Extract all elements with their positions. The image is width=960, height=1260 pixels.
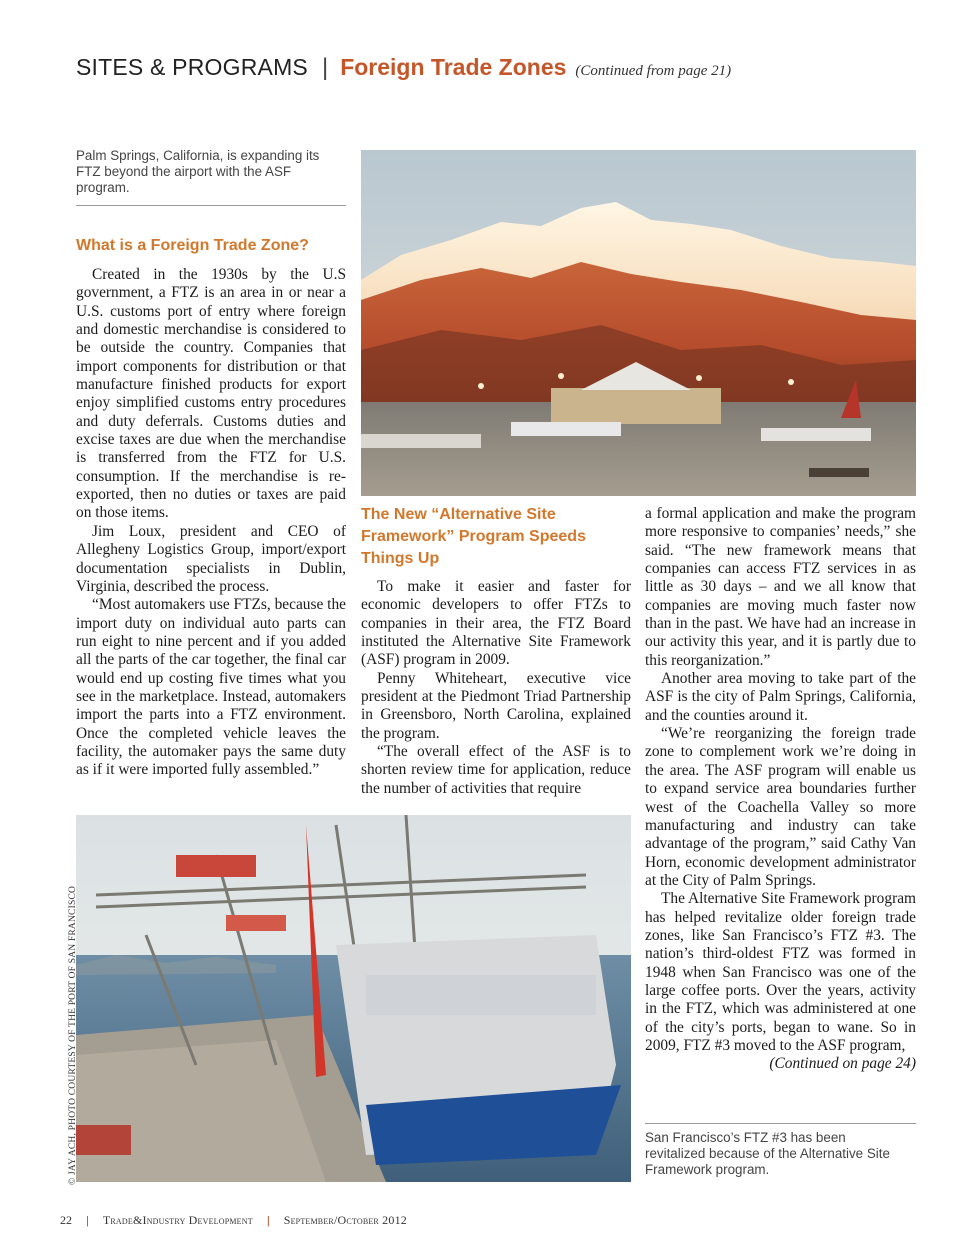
sidebar-paragraph: Jim Loux, president and CEO of Allegheny Logistics Group, import/export documentation specialists in Dublin, Virginia, described the process. <box>76 522 346 595</box>
san-francisco-port-photo <box>76 815 631 1182</box>
page-number: 22 <box>60 1213 72 1227</box>
page-header <box>76 54 731 88</box>
article-paragraph: Another area moving to take part of the ASF is the city of Palm Springs, California, and the counties around it. <box>645 670 916 724</box>
section-label: SITES & PROGRAMS <box>76 54 308 80</box>
sidebar-heading: What is a Foreign Trade Zone? <box>76 237 309 254</box>
san-francisco-caption: San Francisco’s FTZ #3 has been revitalized because of the Alternative Site Framework program. <box>645 1130 890 1177</box>
article-column-2 <box>361 578 631 798</box>
photo-credit <box>56 885 78 1185</box>
article-paragraph: Penny Whiteheart, executive vice president at the Piedmont Triad Partnership in Greensboro, North Carolina, explained the program. <box>361 669 631 742</box>
article-paragraph-text: The Alternative Site Framework program has helped revitalize older foreign trade zones, like San Francisco’s FTZ #3. The nation’s third-oldest FTZ was formed in 1948 when San Francisco was one of the large coffee ports. Over the years, activity in the FTZ, which was administered at one of the city’s ports, began to wane. So in 2009, FTZ #3 moved to the ASF program, <box>645 890 916 1054</box>
footer-divider: | <box>86 1215 89 1227</box>
continued-on-note: (Continued on page 24) <box>769 1055 916 1073</box>
caption-rule <box>645 1123 916 1124</box>
palm-springs-airport-photo <box>361 150 916 496</box>
sidebar-body <box>76 266 346 780</box>
photo-credit-text: © JAY ACH, PHOTO COURTESY OF THE PORT OF SAN FRANCISCO <box>68 885 78 1185</box>
header-divider: | <box>321 54 329 81</box>
footer-divider: | <box>266 1215 270 1227</box>
publication-name: Trade&Industry Development <box>102 1213 253 1227</box>
page-footer <box>60 1213 407 1228</box>
continued-note: (Continued from page 21) <box>575 63 732 79</box>
article-heading: The New “Alternative Site Framework” Program Speeds Things Up <box>361 506 586 567</box>
article-column-3 <box>645 505 916 1074</box>
article-paragraph <box>645 890 916 1073</box>
caption-rule <box>76 205 346 206</box>
sidebar-paragraph: Created in the 1930s by the U.S government, a FTZ is an area in or near a U.S. customs port of entry where foreign and domestic merchandise is considered to be outside the country. Companies that import components for distribution or that manufacture finished products for export enjoy simplified customs entry procedures and duty deferrals. Customs duties and excise taxes are due when the merchandise is transferred from the FTZ for U.S. consumption. If the merchandise is re-exported, then no duties or taxes are paid on those items. <box>76 266 346 522</box>
article-paragraph: a formal application and make the program more responsive to companies’ needs,” she said. “The new framework means that companies can access FTZ services in as little as 30 days – and we all know that companies are moving much faster now than in the past. We have had an increase in our activity this year, and it is partly due to this reorganization.” <box>645 505 916 669</box>
article-paragraph: “We’re reorganizing the foreign trade zone to complement work we’re doing in the area. The ASF program will enable us to expand service area boundaries further west of the Coachella Valley so more manufacturing and industry can take advantage of the program,” said Cathy Van Horn, economic development administrator at the City of Palm Springs. <box>645 725 916 889</box>
issue-date: September/October 2012 <box>283 1213 407 1227</box>
palm-springs-caption: Palm Springs, California, is expanding its FTZ beyond the airport with the ASF program. <box>76 148 320 195</box>
sidebar-paragraph: “Most automakers use FTZs, because the import duty on individual auto parts can run eight to nine percent and if you added all the parts of the car together, the final car would end up costing five times what you see in the marketplace. Instead, automakers import the parts into a FTZ environment. Once the completed vehicle leaves the facility, the automaker pays the same duty as if it were imported fully assembled.” <box>76 596 346 779</box>
article-paragraph: “The overall effect of the ASF is to shorten review time for application, reduce the number of activities that require <box>361 743 631 797</box>
article-paragraph: To make it easier and faster for economic developers to offer FTZs to companies in their area, the FTZ Board instituted the Alternative Site Framework (ASF) program in 2009. <box>361 578 631 669</box>
page-title: Foreign Trade Zones <box>340 54 567 80</box>
